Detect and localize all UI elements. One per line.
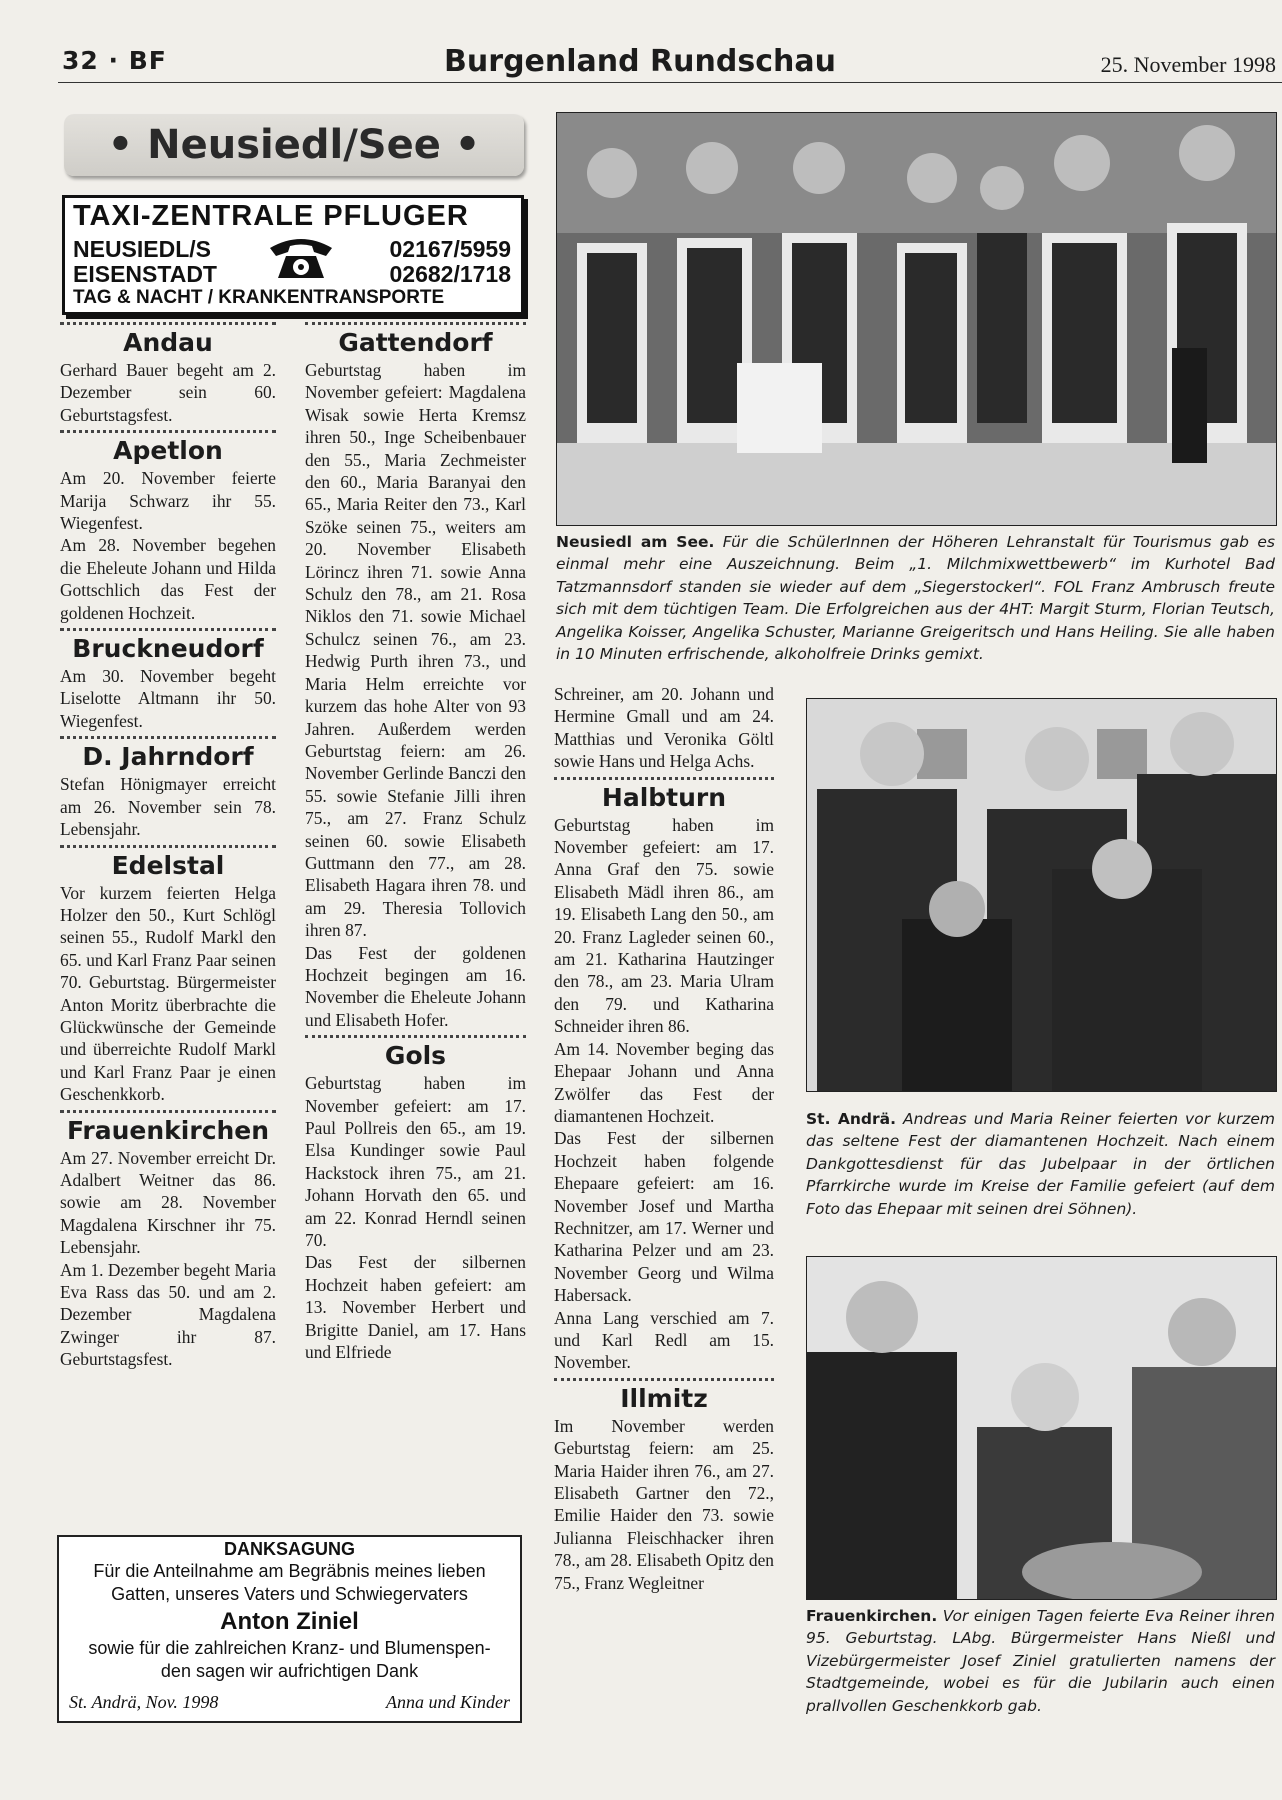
page-number: 32 · BF xyxy=(62,46,167,75)
town-paragraph: Geburtstag haben im November gefeiert: am 17. Anna Graf den 75. sowie Elisabeth Mädl ihren 86., am 19. Elisabeth Lang den 50., am 20. Franz Lagleder seinen 60., am 21. Katharina Hautzinger den 78., am 23. Maria Ulram den 79. und Katharina Schneider ihren 86. xyxy=(554,814,774,1037)
notice-line-4: den sagen wir aufrichtigen Dank xyxy=(160,1661,419,1681)
dotted-divider xyxy=(60,322,276,325)
town-section xyxy=(60,845,276,1106)
town-heading: Illmitz xyxy=(620,1383,708,1413)
caption-2-text: Andreas und Maria Reiner feierten vor kurzem das seltene Fest der diamantenen Hochzeit. Nach einem Dankgottesdienst für das Jubelpaar in der örtlichen Pfarrkirche wurde im Kreise der Familie gefeiert (auf dem Foto das Ehepaar mit seinen drei Söhnen). xyxy=(806,1110,1275,1218)
town-section xyxy=(60,1110,276,1371)
caption-3-place: Frauenkirchen. xyxy=(806,1607,938,1625)
town-paragraph: Vor kurzem feierten Helga Holzer den 50., Kurt Schlögl seinen 55., Rudolf Markl den 65. und Karl Franz Paar seinen 70. Geburtstag. Bürgermeister Anton Moritz überbrachte die Glückwünsche der Gemeinde und überreichte Rudolf Markl und Karl Franz Paar je einen Geschenkkorb. xyxy=(60,882,276,1105)
town-heading: Gols xyxy=(384,1041,447,1071)
header-rule xyxy=(58,82,1282,83)
town-section xyxy=(60,430,276,624)
town-heading: Bruckneudorf xyxy=(72,634,264,664)
town-heading: Edelstal xyxy=(111,850,225,880)
town-heading: Andau xyxy=(123,328,213,357)
dotted-divider xyxy=(60,430,276,433)
town-heading: Gattendorf xyxy=(338,328,493,357)
dotted-divider xyxy=(305,322,526,325)
town-paragraph: Am 27. November erreicht Dr. Adalbert Weitner das 86. sowie am 28. November Magdalena Kirschner ihr 75. Lebensjahr. xyxy=(60,1147,276,1258)
town-paragraph: Am 20. November feierte Marija Schwarz ihr 55. Wiegenfest. xyxy=(60,468,276,534)
town-section xyxy=(60,736,276,840)
notice-deceased-name: Anton Ziniel xyxy=(220,1608,359,1635)
photo-tourism-students xyxy=(556,112,1277,526)
dotted-divider xyxy=(60,628,276,631)
thank-you-notice xyxy=(57,1535,522,1723)
dotted-divider xyxy=(60,736,276,739)
taxi-advertisement xyxy=(62,195,524,315)
notice-line-1: Für die Anteilnahme am Begräbnis meines lieben xyxy=(93,1561,486,1581)
town-section xyxy=(60,322,276,426)
column-1 xyxy=(60,318,276,1371)
town-heading: Apetlon xyxy=(113,436,223,466)
caption-1-text: Für die SchülerInnen der Höheren Lehranstalt für Tourismus gab es einmal mehr eine Auszeichnung. Beim „1. Milchmixwettbewerb“ im Kurhotel Bad Tatzmannsdorf standen sie wieder auf dem „Siegerstockerl“. FOL Franz Ambrusch freute sich mit dem tüchtigen Team. Die Erfolgreichen aus der 4HT: Margit Sturm, Florian Teutsch, Angelika Koisser, Angelika Schuster, Marianne Greigeritsch und Hans Heiling. Sie alle haben in 10 Minuten erfrischende, alkoholfreie Drinks gemixt. xyxy=(556,533,1275,664)
caption-photo-1 xyxy=(556,531,1275,665)
issue-date: 25. November 1998 xyxy=(1100,52,1276,77)
column-3 xyxy=(554,683,774,1594)
town-paragraph: Stefan Hönigmayer erreicht am 26. November sein 78. Lebensjahr. xyxy=(60,774,276,840)
dotted-divider xyxy=(60,1110,276,1113)
column-3-lead-text: Schreiner, am 20. Johann und Hermine Gmall und am 24. Matthias und Veronika Göltl sowie Hans und Helga Achs. xyxy=(554,684,774,772)
town-paragraph: Im November werden Geburtstag feiern: am 25. Maria Haider ihren 76., am 27. Elisabeth Gartner den 72., Emilie Haider den 73. sowie Julianna Fleischhacker ihren 78., am 28. Elisabeth Opitz den 75., Franz Wegleitner xyxy=(554,1415,774,1593)
notice-place-date: St. Andrä, Nov. 1998 xyxy=(69,1692,219,1712)
town-paragraph: Am 1. Dezember begeht Maria Eva Rass das 50. und am 2. Dezember Magdalena Zwinger ihr 87. Geburtstagsfest. xyxy=(60,1259,276,1370)
newspaper-name: Burgenland Rundschau xyxy=(444,44,836,79)
ad-city-1: NEUSIEDL/S xyxy=(73,236,212,262)
town-section xyxy=(305,1035,526,1363)
town-heading: Halbturn xyxy=(601,782,727,812)
dotted-divider xyxy=(554,1378,774,1381)
town-paragraph: Anna Lang verschied am 7. und Karl Redl am 15. November. xyxy=(554,1307,774,1373)
region-banner: • Neusiedl/See • xyxy=(64,114,524,176)
notice-line-3: sowie für die zahlreichen Kranz- und Blumenspen- xyxy=(88,1638,491,1658)
town-paragraph: Am 28. November begehen die Eheleute Johann und Hilda Gottschlich das Fest der goldenen Hochzeit. xyxy=(60,535,276,623)
town-heading: Frauenkirchen xyxy=(66,1115,270,1145)
town-paragraph: Geburtstag haben im November gefeiert: am 17. Paul Pollreis den 65., am 19. Elsa Kundinger sowie Paul Hackstock ihren 75., am 21. Johann Horvath den 65. und am 22. Konrad Herndl seinen 70. xyxy=(305,1073,526,1251)
caption-photo-2 xyxy=(806,1108,1275,1220)
ad-phone-2: 02682/1718 xyxy=(389,261,511,287)
town-paragraph: Am 30. November begeht Liselotte Altmann ihr 50. Wiegenfest. xyxy=(60,666,276,731)
town-paragraph: Das Fest der silbernen Hochzeit haben gefeiert: am 13. November Herbert und Brigitte Daniel, am 17. Hans und Elfriede xyxy=(305,1252,526,1363)
town-paragraph: Das Fest der silbernen Hochzeit haben folgende Ehepaare gefeiert: am 16. November Josef und Martha Rechnitzer, am 17. Werner und Katharina Pelzer und am 23. November Georg und Wilma Habersack. xyxy=(554,1128,774,1306)
caption-photo-3 xyxy=(806,1605,1275,1717)
photo-diamond-wedding xyxy=(806,698,1277,1092)
ad-company-name: TAXI-ZENTRALE PFLUGER xyxy=(73,200,469,232)
notice-title: DANKSAGUNG xyxy=(223,1539,355,1559)
town-heading: D. Jahrndorf xyxy=(82,742,254,772)
caption-2-place: St. Andrä. xyxy=(806,1110,897,1128)
town-section xyxy=(554,1378,774,1594)
town-section xyxy=(305,322,526,1031)
column-2 xyxy=(305,318,526,1363)
dotted-divider xyxy=(60,845,276,848)
notice-line-2: Gatten, unseres Vaters und Schwiegervaters xyxy=(111,1584,468,1604)
town-paragraph: Am 14. November beging das Ehepaar Johann und Anna Zwölfer das Fest der diamantenen Hochzeit. xyxy=(554,1038,774,1126)
ad-phone-1: 02167/5959 xyxy=(389,236,511,262)
town-section xyxy=(554,777,774,1374)
photo-95th-birthday xyxy=(806,1256,1277,1600)
town-paragraph: Geburtstag haben im November gefeiert: Magdalena Wisak sowie Herta Kremsz ihren 50., Inge Scheibenbauer den 55., Maria Zechmeister den 60., Maria Baranyai den 65., Maria Reiter den 73., Karl Szöke seinen 75., weiters am 20. November Elisabeth Lörincz ihren 71. sowie Anna Schulz den 78., am 21. Rosa Niklos den 71. sowie Michael Schulcz seinen 76., am 23. Hedwig Purth ihren 73., und Maria Helm erreichte vor kurzem das hohe Alter von 93 Jahren. Außerdem werden Geburtstag feiern: am 26. November Gerlinde Banczi den 55. sowie Stefanie Jilli ihren 75., am 27. Franz Schulz seinen 60. sowie Elisabeth Guttmann den 77., am 28. Elisabeth Hagara ihren 78. und am 29. Theresia Tollovich ihren 87. xyxy=(305,360,526,941)
town-paragraph: Gerhard Bauer begeht am 2. Dezember sein 60. Geburtstagsfest. xyxy=(60,360,276,425)
ad-city-2: EISENSTADT xyxy=(73,261,217,287)
town-paragraph: Das Fest der goldenen Hochzeit begingen am 16. November die Eheleute Johann und Elisabeth Hofer. xyxy=(305,942,526,1030)
notice-signature: Anna und Kinder xyxy=(386,1692,510,1712)
caption-3-text: Vor einigen Tagen feierte Eva Reiner ihren 95. Geburtstag. LAbg. Bürgermeister Hans Nießl und Vizebürgermeister Josef Ziniel gratulierten namens der Stadtgemeinde, wobei es für die Jubilarin auch einen prallvollen Geschenkkorb gab. xyxy=(806,1607,1275,1715)
dotted-divider xyxy=(305,1035,526,1038)
ad-service-line: TAG & NACHT / KRANKENTRANSPORTE xyxy=(73,287,445,308)
telephone-icon xyxy=(266,234,336,282)
dotted-divider xyxy=(554,777,774,780)
town-section xyxy=(60,628,276,732)
caption-1-place: Neusiedl am See. xyxy=(556,533,715,551)
